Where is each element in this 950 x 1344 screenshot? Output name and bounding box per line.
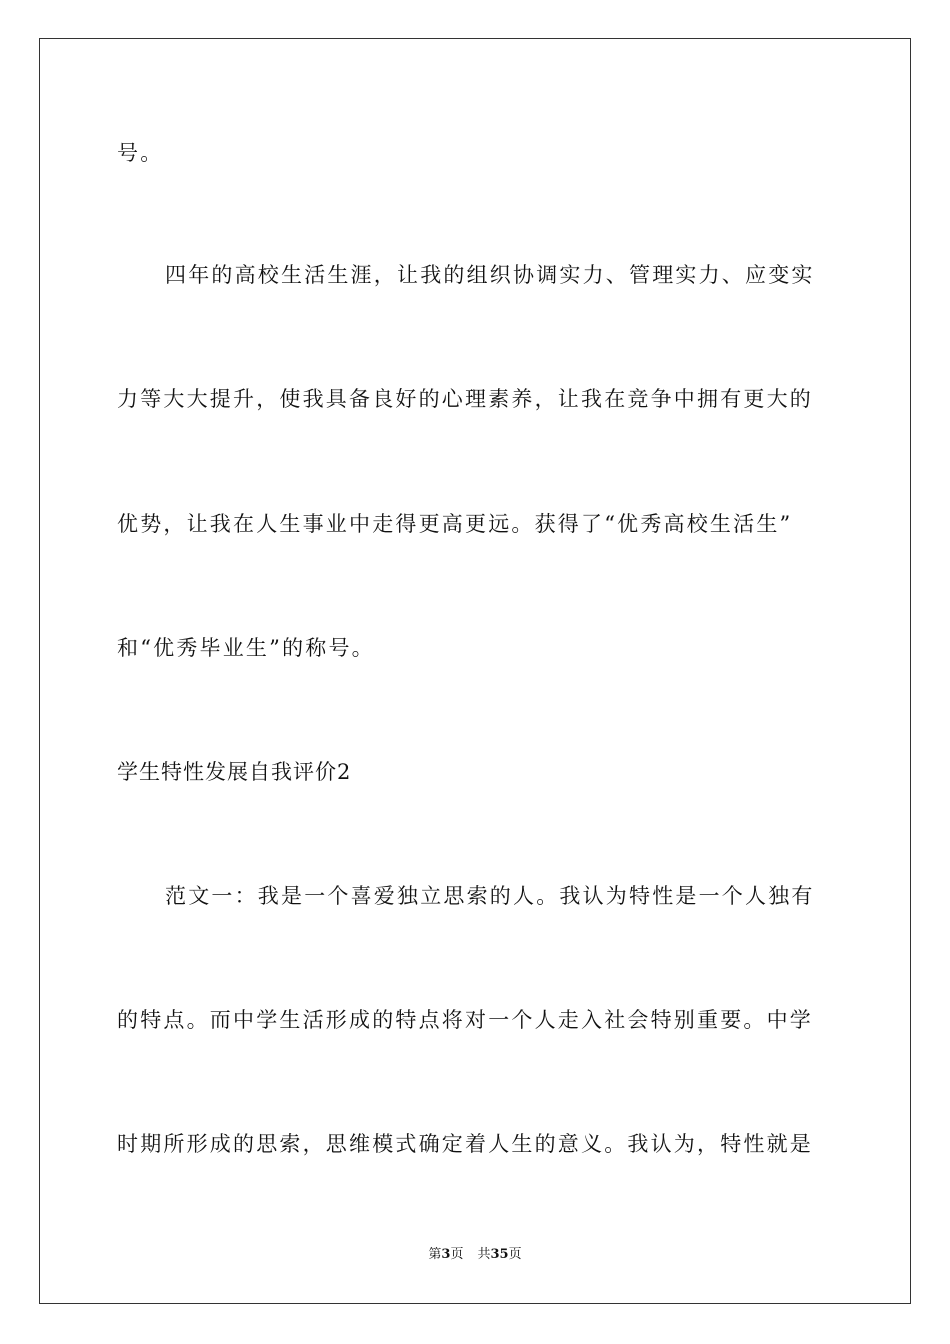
- page-number: 3: [441, 1247, 451, 1262]
- text-line: 时期所形成的思索，思维模式确定着人生的意义。我认为，特性就是: [117, 1132, 813, 1156]
- total-suffix: 页: [508, 1247, 522, 1262]
- page-frame: [39, 38, 911, 1304]
- text-line: 号。: [117, 141, 164, 165]
- text-line: 的特点。而中学生活形成的特点将对一个人走入社会特别重要。中学: [117, 1008, 813, 1032]
- text-line: 优势，让我在人生事业中走得更高更远。获得了“优秀高校生活生”: [117, 512, 793, 536]
- paragraph-first-line: 范文一：我是一个喜爱独立思索的人。我认为特性是一个人独有: [165, 884, 815, 908]
- total-pages: 35: [490, 1247, 509, 1262]
- text-line: 和“优秀毕业生”的称号。: [117, 636, 375, 660]
- page-footer: [0, 1246, 950, 1264]
- total-prefix: 共: [477, 1247, 491, 1262]
- page-suffix: 页: [450, 1247, 464, 1262]
- section-heading: 学生特性发展自我评价2: [117, 760, 352, 784]
- text-line: 力等大大提升，使我具备良好的心理素养，让我在竞争中拥有更大的: [117, 387, 813, 411]
- page-prefix: 第: [428, 1247, 442, 1262]
- paragraph-first-line: 四年的高校生活生涯，让我的组织协调实力、管理实力、应变实: [165, 263, 815, 287]
